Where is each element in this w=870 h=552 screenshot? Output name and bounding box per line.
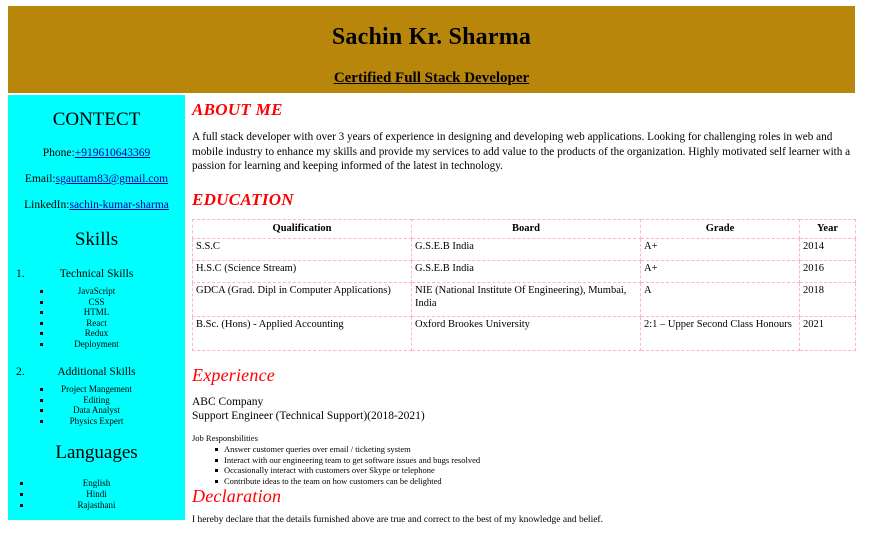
phone-row bbox=[8, 131, 185, 159]
cell-board: Oxford Brookes University bbox=[412, 317, 641, 351]
language-item: Hindi bbox=[8, 489, 185, 500]
responsibility-item: Answer customer queries over email / ticketing system bbox=[224, 444, 860, 455]
skill-item: JavaScript bbox=[8, 286, 185, 297]
technical-skill-list bbox=[8, 286, 185, 349]
header-banner bbox=[8, 6, 855, 93]
experience-role: Support Engineer (Technical Support)(2018-2021) bbox=[192, 410, 425, 422]
skill-item: HTML bbox=[8, 307, 185, 318]
responsibility-item: Interact with our engineering team to get software issues and bugs resolved bbox=[224, 455, 860, 466]
skill-item: Deployment bbox=[8, 339, 185, 350]
linkedin-label: LinkedIn: bbox=[24, 199, 70, 211]
column-header-board: Board bbox=[412, 219, 641, 239]
table-row bbox=[193, 239, 856, 261]
cell-year: 2016 bbox=[800, 261, 856, 283]
education-table-wrapper bbox=[192, 210, 860, 352]
languages-section-title: Languages bbox=[55, 442, 138, 463]
skill-group-number: 1. bbox=[16, 268, 25, 280]
table-header-row bbox=[193, 219, 856, 239]
skill-item: Editing bbox=[8, 395, 185, 406]
email-label: Email: bbox=[24, 173, 56, 185]
experience-heading: Experience bbox=[192, 365, 275, 385]
section-spacer bbox=[192, 174, 860, 190]
column-header-qualification: Qualification bbox=[193, 219, 412, 239]
cell-qualification: B.Sc. (Hons) - Applied Accounting bbox=[193, 317, 412, 351]
linkedin-link[interactable]: sachin-kumar-sharma bbox=[69, 199, 169, 211]
responsibility-item: Contribute ideas to the team on how customers can be delighted bbox=[224, 476, 860, 487]
cell-qualification: H.S.C (Science Stream) bbox=[193, 261, 412, 283]
education-table-body bbox=[193, 239, 856, 351]
candidate-name: Sachin Kr. Sharma bbox=[331, 24, 532, 50]
education-table bbox=[192, 219, 856, 352]
skill-group-technical bbox=[8, 268, 185, 349]
candidate-title: Certified Full Stack Developer bbox=[333, 70, 530, 86]
skill-item: Data Analyst bbox=[8, 405, 185, 416]
about-heading: ABOUT ME bbox=[192, 100, 283, 119]
skill-item: React bbox=[8, 318, 185, 329]
linkedin-row bbox=[8, 185, 185, 211]
skill-group-label: Additional Skills bbox=[57, 366, 136, 378]
skill-group-additional bbox=[8, 366, 185, 426]
skill-group-label: Technical Skills bbox=[59, 268, 134, 280]
table-row bbox=[193, 317, 856, 351]
main-content bbox=[192, 100, 860, 550]
responsibility-item: Occasionally interact with customers over Skype or telephone bbox=[224, 465, 860, 476]
declaration-text: I hereby declare that the details furnished above are true and correct to the best of my knowledge and belief. bbox=[192, 515, 603, 525]
additional-skill-list bbox=[8, 384, 185, 426]
cell-grade: A bbox=[641, 283, 800, 317]
education-heading: EDUCATION bbox=[192, 189, 294, 209]
skills-section-title: Skills bbox=[74, 229, 119, 250]
cell-board: G.S.E.B India bbox=[412, 239, 641, 261]
skill-item: Redux bbox=[8, 328, 185, 339]
sidebar bbox=[8, 95, 185, 520]
table-row bbox=[193, 283, 856, 317]
cell-board: G.S.E.B India bbox=[412, 261, 641, 283]
section-spacer bbox=[192, 351, 860, 365]
experience-block bbox=[192, 386, 860, 486]
cell-grade: A+ bbox=[641, 261, 800, 283]
phone-label: Phone: bbox=[42, 147, 75, 159]
responsibilities-list bbox=[192, 444, 860, 486]
cell-year: 2018 bbox=[800, 283, 856, 317]
skill-item: Project Mangement bbox=[8, 384, 185, 395]
skill-item: Physics Expert bbox=[8, 416, 185, 427]
skill-group-number: 2. bbox=[16, 366, 25, 378]
cell-grade: A+ bbox=[641, 239, 800, 261]
column-header-year: Year bbox=[800, 219, 856, 239]
language-list bbox=[8, 478, 185, 511]
contact-section-title: CONTECT bbox=[52, 109, 141, 130]
language-item: Rajasthani bbox=[8, 500, 185, 511]
cell-board: NIE (National Institute Of Engineering), Mumbai, India bbox=[412, 283, 641, 317]
experience-company: ABC Company bbox=[192, 396, 264, 408]
skill-item: CSS bbox=[8, 297, 185, 308]
declaration-heading: Declaration bbox=[192, 486, 282, 506]
responsibilities-label: Job Responsbilities bbox=[192, 433, 258, 443]
cell-qualification: S.S.C bbox=[193, 239, 412, 261]
column-header-grade: Grade bbox=[641, 219, 800, 239]
cell-qualification: GDCA (Grad. Dipl in Computer Applications) bbox=[193, 283, 412, 317]
table-row bbox=[193, 261, 856, 283]
language-item: English bbox=[8, 478, 185, 489]
about-text: A full stack developer with over 3 years of experience in designing and developing web applications. Looking for challenging roles in web and mobile industry to enhance my skills and provide my services to add value to the products of the organization. Highly motivated self learner with a passion for learning and keeping informed of the latest in technology. bbox=[192, 131, 851, 172]
cell-year: 2021 bbox=[800, 317, 856, 351]
cell-year: 2014 bbox=[800, 239, 856, 261]
email-link[interactable]: sgauttam83@gmail.com bbox=[55, 173, 169, 185]
cell-grade: 2:1 – Upper Second Class Honours bbox=[641, 317, 800, 351]
education-table-head bbox=[193, 219, 856, 239]
skill-group-list bbox=[8, 268, 185, 426]
phone-link[interactable]: +919610643369 bbox=[74, 147, 151, 159]
email-row bbox=[8, 159, 185, 185]
